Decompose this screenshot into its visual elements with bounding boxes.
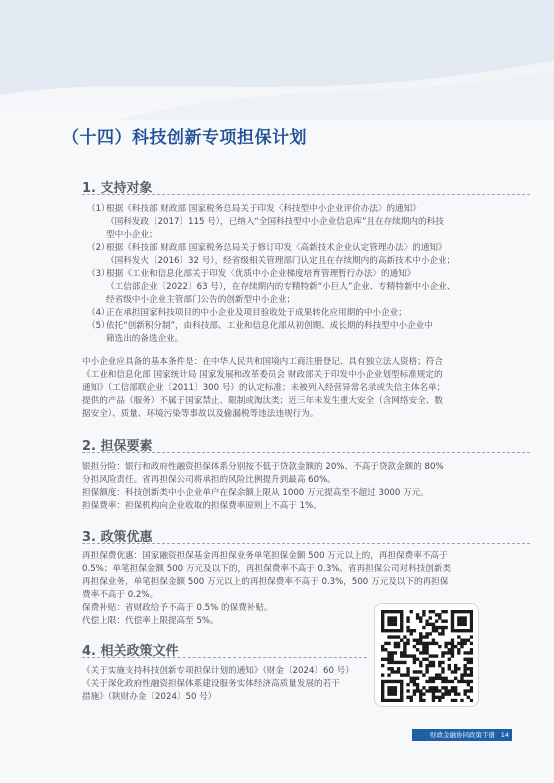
paragraph-line: 担保额度：科技创新类中小企业单户在保余额上限从 1000 万元提高至不超过 3000 万元。	[82, 488, 429, 498]
item-text: 根据《工业和信息化部关于印发〈优质中小企业梯度培育管理暂行办法〉的通知》	[106, 269, 416, 279]
list-item	[82, 268, 534, 307]
item-text: （工信部企业〔2022〕63 号），在存续期内的专精特新“小巨人”企业、专精特新中小企业、	[106, 282, 456, 292]
qr-code	[374, 603, 479, 707]
document-link: 措施》（陕财办金〔2024〕50 号）	[82, 692, 217, 702]
paragraph-line: 银担分险：银行和政府性融资担保体系分别按不低于贷款金额的 20%、不高于贷款金额的 80%	[82, 462, 444, 472]
item-text: 经省级中小企业主管部门公告的创新型中小企业；	[106, 295, 296, 305]
section-title-guarantee-elements: 2. 担保要素	[82, 439, 153, 454]
item-number: （5）	[87, 321, 110, 331]
qr-code-icon	[381, 610, 473, 702]
paragraph-line: 中小企业应具备的基本条件是：在中华人民共和国境内工商注册登记、具有独立法人资格；符合	[82, 357, 443, 367]
paragraph-line: 费率不高于 0.2%。	[82, 590, 159, 600]
item-text: 根据《科技部 财政部 国家税务总局关于印发〈科技型中小企业评价办法〉的通知》	[106, 204, 421, 214]
list-item	[82, 320, 534, 346]
document-link: 《关于实施支持科技创新专项担保计划的通知》（财金〔2024〕60 号）	[82, 666, 354, 676]
section-title-policy-benefits: 3. 政策优惠	[82, 530, 153, 545]
item-number: （2）	[87, 243, 110, 253]
paragraph-line: 分担风险责任。省再担保公司将承担的风险比例提升到最高 60%。	[82, 475, 336, 485]
item-text: 根据《科技部 财政部 国家税务总局关于修订印发〈高新技术企业认定管理办法〉的通知》	[106, 243, 447, 253]
paragraph-line: 通知》（工信部联企业〔2011〕300 号）的认定标准；未被列入经营异常名录或失信主体名单；	[82, 383, 446, 393]
list-item	[82, 203, 534, 242]
item-number: （3）	[87, 269, 110, 279]
document-link: 《关于深化政府性融资担保体系建设服务实体经济高质量发展的若干	[82, 679, 340, 689]
paragraph-line: 再担保费优惠：国家融资担保基金再担保业务单笔担保金额 500 万元以上的，再担保费率不高于	[82, 551, 448, 561]
section-divider	[82, 543, 530, 544]
header-decoration	[0, 0, 554, 120]
page-title: （十四）科技创新专项担保计划	[62, 128, 307, 148]
item-text: 筛选出的备选企业。	[106, 334, 184, 344]
page-number: 14	[500, 731, 509, 739]
guarantee-elements-text	[82, 461, 534, 513]
related-documents-text	[82, 665, 382, 704]
paragraph-line: 再担保业务，单笔担保金额 500 万元以上的再担保费率不高于 0.3%，500 万元及以下的再担保	[82, 577, 449, 587]
basic-conditions-paragraph	[82, 356, 534, 421]
support-target-list	[82, 203, 534, 346]
section-title-related-documents: 4. 相关政策文件	[82, 644, 179, 659]
footer-banner	[412, 729, 512, 741]
item-number: （4）	[87, 308, 110, 318]
item-text: 依托“创新积分制”，由科技部、工业和信息化部从初创期、成长期的科技型中小企业中	[106, 321, 433, 331]
paragraph-line: 担保费率：担保机构向企业收取的担保费率原则上不高于 1%。	[82, 501, 322, 511]
section-divider	[82, 194, 530, 195]
list-item	[82, 307, 534, 320]
list-item	[82, 242, 534, 268]
paragraph-line: 提供的产品（服务）不属于国家禁止、限制或淘汰类；近三年未发生重大安全（含网络安全、数	[82, 396, 443, 406]
item-text: 型中小企业；	[106, 230, 158, 240]
section-divider	[82, 657, 367, 658]
footer-text: 财政金融协同政策手册	[430, 731, 495, 739]
paragraph-line: 《工业和信息化部 国家统计局 国家发展和改革委员会 财政部关于印发中小企业划型标准规定的	[82, 370, 443, 380]
paragraph-line: 代偿上限：代偿率上限提高至 5%。	[82, 616, 219, 626]
section-title-support-targets: 1. 支持对象	[82, 181, 153, 196]
paragraph-line: 0.5%；单笔担保金额 500 万元及以下的，再担保费率不高于 0.3%。省再担保公司对科技创新类	[82, 564, 452, 574]
section-divider	[82, 452, 530, 453]
paragraph-line: 保费补贴：省财政给予不高于 0.5% 的保费补贴。	[82, 603, 273, 613]
item-text: （国科发政〔2017〕115 号），已纳入“全国科技型中小企业信息库”且在存续期内的科技	[106, 217, 444, 227]
item-text: 正在承担国家科技项目的中小企业及项目验收处于成果转化应用期的中小企业；	[106, 308, 407, 318]
item-text: （国科发火〔2016〕32 号），经省级相关管理部门认定且在存续期内的高新技术中小企业；	[106, 256, 456, 266]
paragraph-line: 据安全）、质量、环境污染等事故以及偷漏税等违法违规行为。	[82, 409, 319, 419]
item-number: （1）	[87, 204, 110, 214]
